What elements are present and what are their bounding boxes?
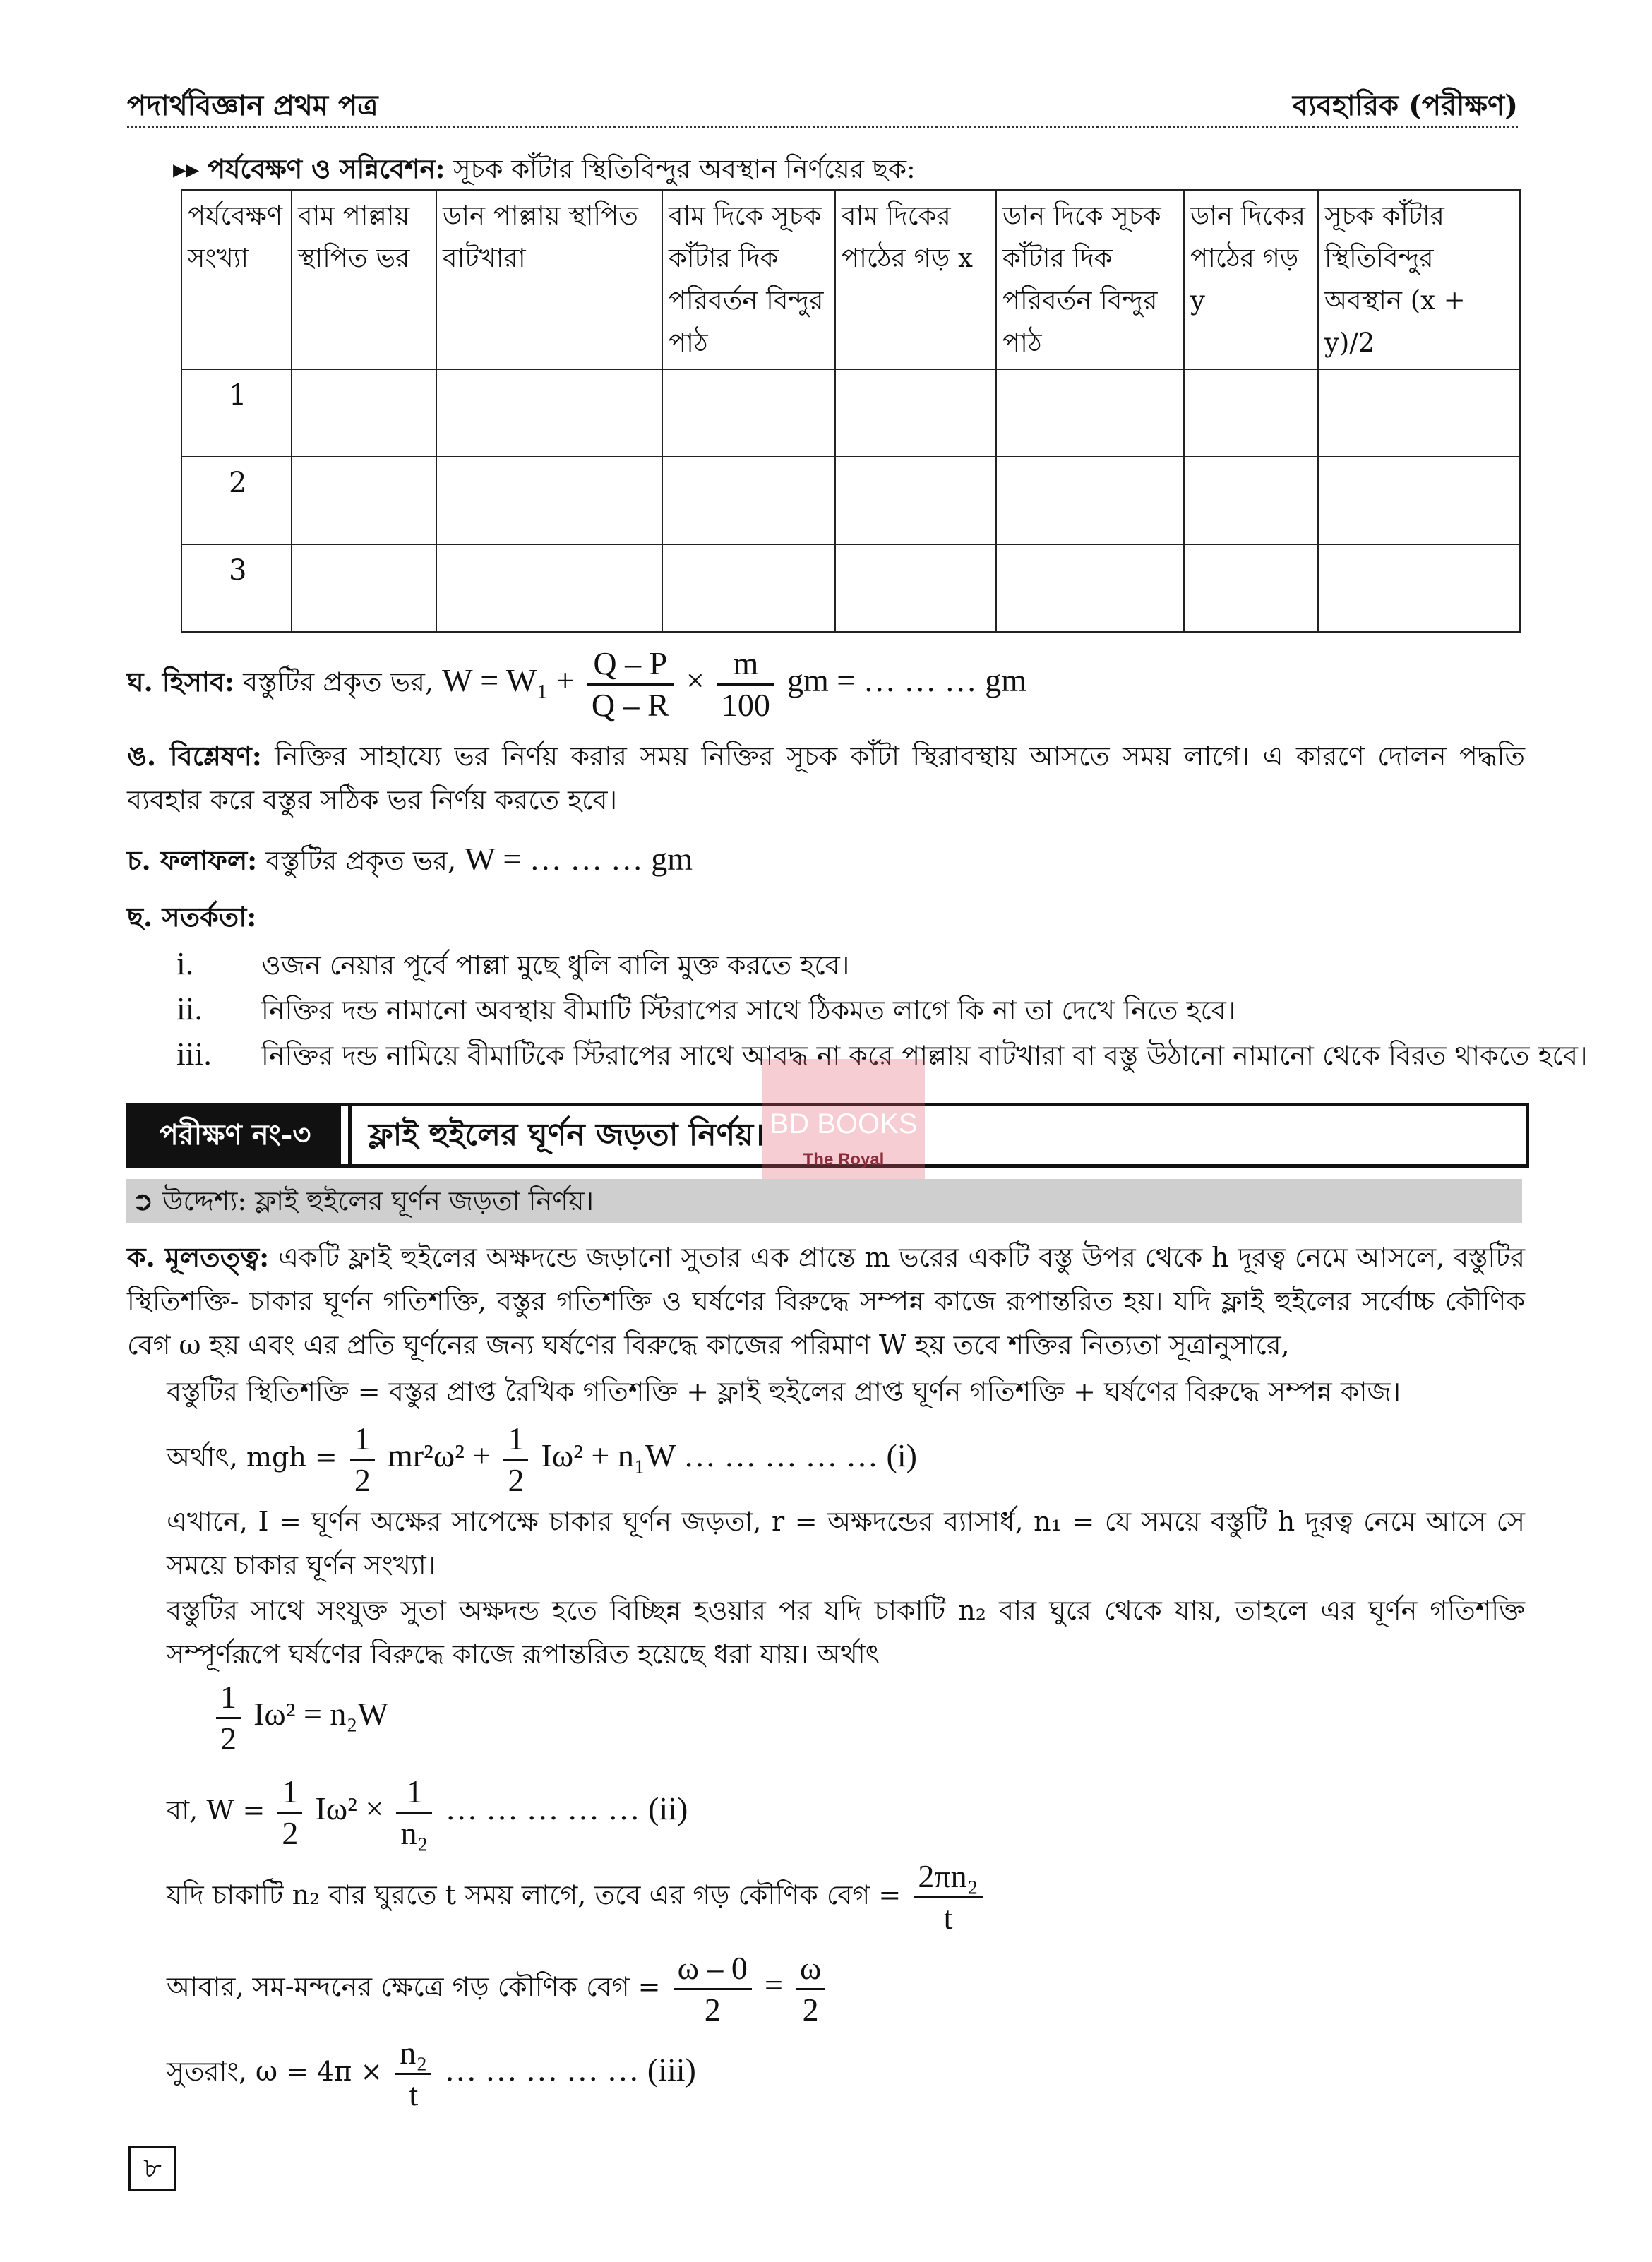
- rotation-paragraph: বস্তুটির সাথে সংযুক্ত সুতা অক্ষদন্ড হতে বিচ্ছিন্ন হওয়ার পর যদি চাকাটি n₂ বার ঘুরে থেকে যায়, তাহলে এর ঘূর্ণন গতিশক্তি সম্পূর্ণরূপে ঘর্ষণের বিরুদ্ধে কাজে রূপান্তরিত হয়েছে ধরা যায়। অর্থাৎ: [167, 1595, 1525, 1670]
- equation-iii: সুতরাং, ω = 4π × $\frac{\text{n₂}}{t}$ … … … … … (iii): [167, 2035, 696, 2112]
- equation-ii: বা, W = $\frac{1}{2}$ Iω² × $\frac{1}{\text{n₂}}$ … … … … … (ii): [167, 1773, 688, 1851]
- header-section: ব্যবহারিক (পরীক্ষণ): [1292, 89, 1518, 122]
- column-header: ডান দিকের পাঠের গড় y: [1184, 190, 1318, 369]
- table-row: [181, 544, 1520, 632]
- calculation-section: ঘ. হিসাব: বস্তুটির প্রকৃত ভর, W = W₁ + $\frac{Q - P}{Q - R}$ × $\frac{m}{100}$ gm = … … … gm: [127, 644, 1026, 725]
- definitions-paragraph: এখানে, I = ঘূর্ণন অক্ষের সাপেক্ষে চাকার ঘূর্ণন জড়তা, r = অক্ষদন্ডের ব্যাসার্ধ, n₁ = যে সময়ে বস্তুটি h দূরত্ব নেমে আসে সে সময়ে চাকার ঘূর্ণন সংখ্যা।: [167, 1506, 1526, 1581]
- header-divider: [127, 126, 1518, 128]
- theory-paragraph: ক. মূলতত্ত্ব: একটি ফ্লাই হুইলের অক্ষদন্ডে জড়ানো সুতার এক প্রান্তে m ভরের একটি বস্তু উপর থেকে h দূরত্ব নেমে আসলে, বস্তুটির স্থিতিশক্তি- চাকার ঘূর্ণন গতিশক্তি, বস্তুর গতিশক্তি ও ঘর্ষণের বিরুদ্ধে সম্পন্ন কাজে রূপান্তরিত হয়। যদি ফ্লাই হুইলের সর্বোচ্চ কৌণিক বেগ ω হয় এবং এর প্রতি ঘূর্ণনের জন্য ঘর্ষণের বিরুদ্ধে কাজের পরিমাণ W হয় তবে শক্তির নিত্যতা সূত্রানুসারে,: [127, 1241, 1525, 1360]
- experiment-title: ফ্লাই হুইলের ঘূর্ণন জড়তা নির্ণয়।: [348, 1106, 765, 1164]
- precaution-item: ii. নিক্তির দন্ড নামানো অবস্থায় বীমাটি স্টিরাপের সাথে ঠিকমত লাগে কি না তা দেখে নিতে হবে।: [176, 991, 1236, 1027]
- aim-bar: ➲ উদ্দেশ্য: ফ্লাই হুইলের ঘূর্ণন জড়তা নির্ণয়।: [126, 1179, 1522, 1223]
- column-header: ডান দিকে সূচক কাঁটার দিক পরিবর্তন বিন্দুর পাঠ: [996, 190, 1184, 369]
- analysis-section: ঙ. বিশ্লেষণ: নিক্তির সাহায্যে ভর নির্ণয় করার সময় নিক্তির সূচক কাঁটা স্থিরাবস্থায় আসতে সময় লাগে। এ কারণে দোলন পদ্ধতি ব্যবহার করে বস্তুর সঠিক ভর নির্ণয় করতে হবে।: [127, 740, 1525, 815]
- bullet-icon: ▸▸: [173, 154, 208, 184]
- observation-heading: ▸▸ পর্যবেক্ষণ ও সন্নিবেশন: সূচক কাঁটার স্থিতিবিন্দুর অবস্থান নির্ণয়ের ছক:: [173, 153, 916, 184]
- header-subject: পদার্থবিজ্ঞান প্রথম পত্র: [127, 89, 378, 122]
- row-number: 3: [181, 544, 292, 632]
- table-row: [181, 457, 1520, 544]
- observation-table: [181, 189, 1521, 633]
- column-header: বাম পাল্লায় স্থাপিত ভর: [292, 190, 436, 369]
- precaution-item: i. ওজন নেয়ার পূর্বে পাল্লা মুছে ধুলি বালি মুক্ত করতে হবে।: [176, 945, 850, 981]
- average-angular-velocity: যদি চাকাটি n₂ বার ঘুরতে t সময় লাগে, তবে এর গড় কৌণিক বেগ = $\frac{\text{2πn₂}}{t}$: [167, 1857, 987, 1938]
- result-section: চ. ফলাফল: বস্তুটির প্রকৃত ভর, W = … … … gm: [127, 841, 693, 877]
- column-header: বাম দিকের পাঠের গড় x: [835, 190, 996, 369]
- column-header: বাম দিকে সূচক কাঁটার দিক পরিবর্তন বিন্দুর পাঠ: [662, 190, 835, 369]
- equation-half-energy: $\frac{1}{2}$ Iω² = n₂W: [212, 1677, 388, 1759]
- precaution-item: iii. নিক্তির দন্ড নামিয়ে বীমাটিকে স্টিরাপের সাথে আবদ্ধ না করে পাল্লায় বাটখারা বা বস্তু উঠানো নামানো থেকে বিরত থাকতে হবে।: [176, 1036, 1588, 1072]
- column-header: সূচক কাঁটার স্থিতিবিন্দুর অবস্থান (x + y)/2: [1318, 190, 1520, 369]
- table-row: [181, 369, 1520, 457]
- table-header-row: [181, 190, 1520, 369]
- row-number: 1: [181, 369, 292, 457]
- column-header: ডান পাল্লায় স্থাপিত বাটখারা: [436, 190, 662, 369]
- precautions-heading: ছ. সতর্কতা:: [127, 901, 257, 933]
- watermark-logo: BD BOOKS The Royal: [762, 1059, 925, 1193]
- equation-i: অর্থাৎ, mgh = $\frac{1}{2}$ mr²ω² + $\frac{1}{2}$ Iω² + n₁W … … … … … (i): [167, 1420, 917, 1498]
- fraction: $\frac{m}{100}$: [717, 644, 774, 725]
- fraction: $\frac{Q - P}{Q - R}$: [587, 644, 674, 725]
- uniform-deceleration: আবার, সম-মন্দনের ক্ষেত্রে গড় কৌণিক বেগ = $\frac{\omega - 0}{2}$ = $\frac{\omega}{2}$: [167, 1949, 830, 2030]
- theory-energy-statement: বস্তুটির স্থিতিশক্তি = বস্তুর প্রাপ্ত রৈখিক গতিশক্তি + ফ্লাই হুইলের প্রাপ্ত ঘূর্ণন গতিশক্তি + ঘর্ষণের বিরুদ্ধে সম্পন্ন কাজ।: [167, 1376, 1401, 1407]
- column-header: পর্যবেক্ষণ সংখ্যা: [181, 190, 292, 369]
- row-number: 2: [181, 457, 292, 544]
- page-number: ৮: [128, 2146, 176, 2191]
- experiment-number: পরীক্ষণ নং-৩: [129, 1106, 341, 1164]
